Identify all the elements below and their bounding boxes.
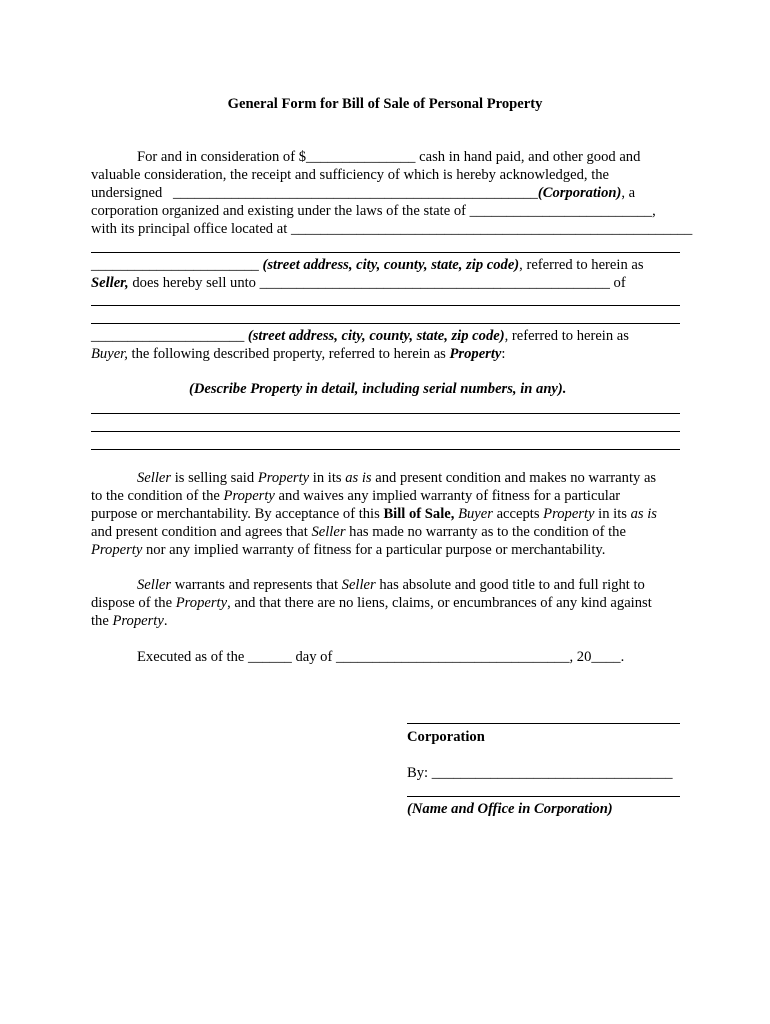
seller-term: Seller xyxy=(311,524,346,540)
para2-line1 xyxy=(137,469,656,487)
para1-line1 xyxy=(137,148,640,166)
para2-text: purpose or merchantability. By acceptance of this xyxy=(91,506,384,522)
seller-address-line[interactable] xyxy=(91,252,680,253)
para3-text: the xyxy=(91,613,113,629)
para1-text: of xyxy=(609,275,626,291)
para1-line8 xyxy=(91,274,626,292)
address-hint: (street address, city, county, state, zip code) xyxy=(258,257,520,273)
office-address-blank[interactable]: _______________________________________________________ xyxy=(290,221,693,237)
state-label: corporation organized and existing under the laws of the state of xyxy=(91,203,470,219)
para3-line3 xyxy=(91,612,167,630)
year-blank[interactable]: ____ xyxy=(591,649,621,665)
buyer-address-line-2[interactable] xyxy=(91,323,680,324)
corporation-signature-line[interactable] xyxy=(407,723,680,724)
day-of-label: day of xyxy=(291,649,336,665)
para1-line3 xyxy=(91,184,162,202)
para3-text: , and that there are no liens, claims, or encumbrances of any kind against xyxy=(227,595,652,611)
para2-text: nor any implied warranty of fitness for a particular purpose or merchantability. xyxy=(142,542,606,558)
address-hint: (street address, city, county, state, zip code) xyxy=(244,328,505,344)
property-term: Property xyxy=(91,542,143,558)
buyer-name-blank[interactable]: ________________________________________________ xyxy=(259,275,610,291)
month-blank-a[interactable]: ______ xyxy=(336,649,380,665)
amount-blank[interactable]: _______________ xyxy=(306,149,416,165)
para1-text: , referred to herein as xyxy=(519,257,644,273)
para3-text: dispose of the xyxy=(91,595,176,611)
para1-text: does hereby sell unto xyxy=(128,275,260,291)
para2-text: to the condition of the xyxy=(91,488,224,504)
para1-line2: valuable consideration, the receipt and sufficiency of which is hereby acknowledged, the xyxy=(91,167,610,183)
property-description-line-2[interactable] xyxy=(91,431,680,432)
para3-line2 xyxy=(91,594,652,612)
undersigned-label: undersigned xyxy=(91,185,163,201)
para1-line11 xyxy=(91,327,629,345)
para2-line2 xyxy=(91,487,620,505)
para3-text: . xyxy=(163,613,168,629)
as-is-term: as is xyxy=(630,506,657,522)
para3-text: warrants and represents that xyxy=(171,577,342,593)
state-blank[interactable]: _________________________ xyxy=(469,203,653,219)
property-term: Property xyxy=(223,488,275,504)
para3-text: has absolute and good title to and full right to xyxy=(375,577,645,593)
corporation-label: Corporation xyxy=(407,729,485,745)
seller-term: Seller xyxy=(341,577,376,593)
buyer-term: Buyer xyxy=(458,506,493,522)
para2-text: in its xyxy=(594,506,631,522)
property-description-line-3[interactable] xyxy=(91,449,680,450)
para1-text: , a xyxy=(621,185,636,201)
document-title: General Form for Bill of Sale of Personal Property xyxy=(227,96,543,112)
para1-line7 xyxy=(91,256,644,274)
para1-text: , xyxy=(652,203,656,219)
corporation-label: (Corporation) xyxy=(537,185,622,201)
office-label: with its principal office located at xyxy=(91,221,291,237)
describe-property-heading xyxy=(189,380,566,398)
para2-text: and present condition and agrees that xyxy=(91,524,312,540)
para2-text: and waives any implied warranty of fitness for a particular xyxy=(274,488,621,504)
name-office-label: (Name and Office in Corporation) xyxy=(407,801,613,817)
para2-text: in its xyxy=(309,470,346,486)
property-description-line-1[interactable] xyxy=(91,413,680,414)
para1-line3-rest xyxy=(173,184,635,202)
para1-text: : xyxy=(501,346,506,362)
para2-text: has made no warranty as to the condition of the xyxy=(345,524,626,540)
buyer-address-blank[interactable]: _____________________ xyxy=(91,328,245,344)
corporation-name-blank[interactable]: __________________________________________________ xyxy=(173,185,538,201)
consideration-label: For and in consideration of $ xyxy=(137,149,307,165)
para3-line1 xyxy=(137,576,645,594)
year-prefix: , 20 xyxy=(569,649,592,665)
bill-of-sale-term: Bill of Sale, xyxy=(383,506,455,522)
seller-label: Seller, xyxy=(91,275,129,291)
para1-line5 xyxy=(91,220,692,238)
consideration-text: cash in hand paid, and other good and xyxy=(415,149,641,165)
executed-line xyxy=(137,648,624,666)
describe-text: (Describe Property in detail, including serial numbers, in any). xyxy=(189,381,567,397)
property-term: Property xyxy=(112,613,164,629)
as-is-term: as is xyxy=(345,470,372,486)
property-label: Property xyxy=(449,346,502,362)
property-term: Property xyxy=(257,470,310,486)
property-term: Property xyxy=(175,595,228,611)
para2-text: accepts xyxy=(492,506,544,522)
by-line xyxy=(407,764,673,782)
para2-line3 xyxy=(91,505,657,523)
by-signature-blank[interactable]: _________________________________ xyxy=(431,765,673,781)
para2-text: and present condition and makes no warranty as xyxy=(371,470,657,486)
month-blank-b[interactable]: _____________________ xyxy=(379,649,534,665)
para2-text: is selling said xyxy=(171,470,258,486)
executed-label: Executed as of the xyxy=(137,649,249,665)
buyer-address-line-1[interactable] xyxy=(91,305,680,306)
month-blank-c[interactable]: _____ xyxy=(533,649,570,665)
para2-line5 xyxy=(91,541,605,559)
para1-text: , referred to herein as xyxy=(504,328,629,344)
para1-line4 xyxy=(91,202,656,220)
by-label: By: xyxy=(407,765,432,781)
seller-term: Seller xyxy=(137,577,172,593)
para2-line4 xyxy=(91,523,626,541)
seller-address-blank[interactable]: _______________________ xyxy=(91,257,259,273)
name-office-line[interactable] xyxy=(407,796,680,797)
executed-period: . xyxy=(620,649,625,665)
buyer-label: Buyer, xyxy=(91,346,128,362)
para1-text: the following described property, referred to herein as xyxy=(127,346,450,362)
seller-term: Seller xyxy=(137,470,172,486)
para1-line12 xyxy=(91,345,505,363)
day-blank[interactable]: ______ xyxy=(248,649,292,665)
property-term: Property xyxy=(543,506,595,522)
